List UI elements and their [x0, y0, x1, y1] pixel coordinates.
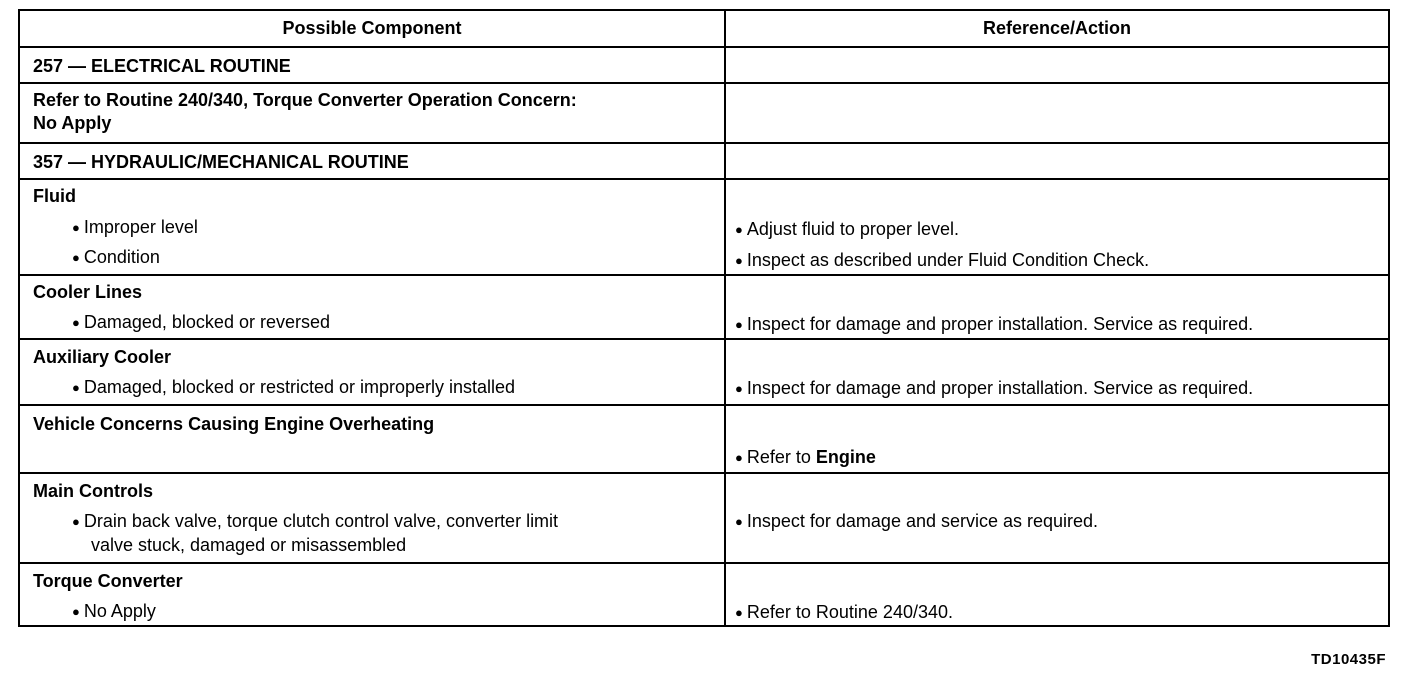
table-row: [20, 562, 1388, 625]
fluid-action-adjust: ● Adjust fluid to proper level.: [735, 219, 959, 240]
table-row: [20, 472, 1388, 562]
vehicle-concerns-title: Vehicle Concerns Causing Engine Overheating: [33, 414, 435, 434]
cooler-lines-item: ● Damaged, blocked or reversed: [72, 312, 330, 333]
vehicle-concerns-action: [735, 447, 876, 468]
fluid-title: Fluid: [33, 186, 76, 206]
table-row: [20, 274, 1388, 338]
torque-converter-action: ● Refer to Routine 240/340.: [735, 602, 953, 623]
header-possible-component: Possible Component: [20, 11, 726, 46]
table-row: [20, 338, 1388, 404]
torque-converter-title: Torque Converter: [33, 571, 183, 591]
torque-converter-item: ● No Apply: [72, 601, 156, 622]
diagnostic-table: [18, 9, 1390, 627]
figure-code: TD10435F: [1311, 651, 1386, 668]
main-controls-action: ● Inspect for damage and service as required.: [735, 511, 1098, 532]
aux-cooler-action: ● Inspect for damage and proper installation. Service as required.: [735, 378, 1253, 399]
table-row: [20, 142, 1388, 178]
section-title-hydraulic: 357 — HYDRAULIC/MECHANICAL ROUTINE: [33, 152, 409, 172]
cooler-lines-title: Cooler Lines: [33, 282, 143, 302]
table-row: [20, 404, 1388, 472]
refer-text-line2: No Apply: [33, 113, 112, 133]
aux-cooler-item: ● Damaged, blocked or restricted or improperly installed: [72, 377, 515, 398]
table-row: [20, 82, 1388, 142]
table-header-row: [20, 11, 1388, 46]
cooler-lines-action: ● Inspect for damage and proper installation. Service as required.: [735, 314, 1253, 335]
refer-text-line1: Refer to Routine 240/340, Torque Converter Operation Concern:: [33, 90, 577, 110]
fluid-item-condition: ● Condition: [72, 247, 160, 268]
header-reference-action: Reference/Action: [982, 18, 1132, 38]
fluid-action-inspect: ● Inspect as described under Fluid Condition Check.: [735, 250, 1149, 271]
vehicle-action-prefix: Refer to: [746, 447, 811, 467]
table-row: [20, 178, 1388, 274]
main-controls-item-line1: ● Drain back valve, torque clutch control valve, converter limit: [72, 511, 558, 532]
main-controls-title: Main Controls: [33, 481, 153, 501]
aux-cooler-title: Auxiliary Cooler: [33, 347, 172, 367]
fluid-item-improper-level: ● Improper level: [72, 217, 198, 238]
table-row: [20, 46, 1388, 82]
main-controls-item-line2: valve stuck, damaged or misassembled: [91, 535, 407, 555]
section-title-electrical: 257 — ELECTRICAL ROUTINE: [33, 56, 291, 76]
vehicle-action-engine: Engine: [815, 447, 876, 467]
